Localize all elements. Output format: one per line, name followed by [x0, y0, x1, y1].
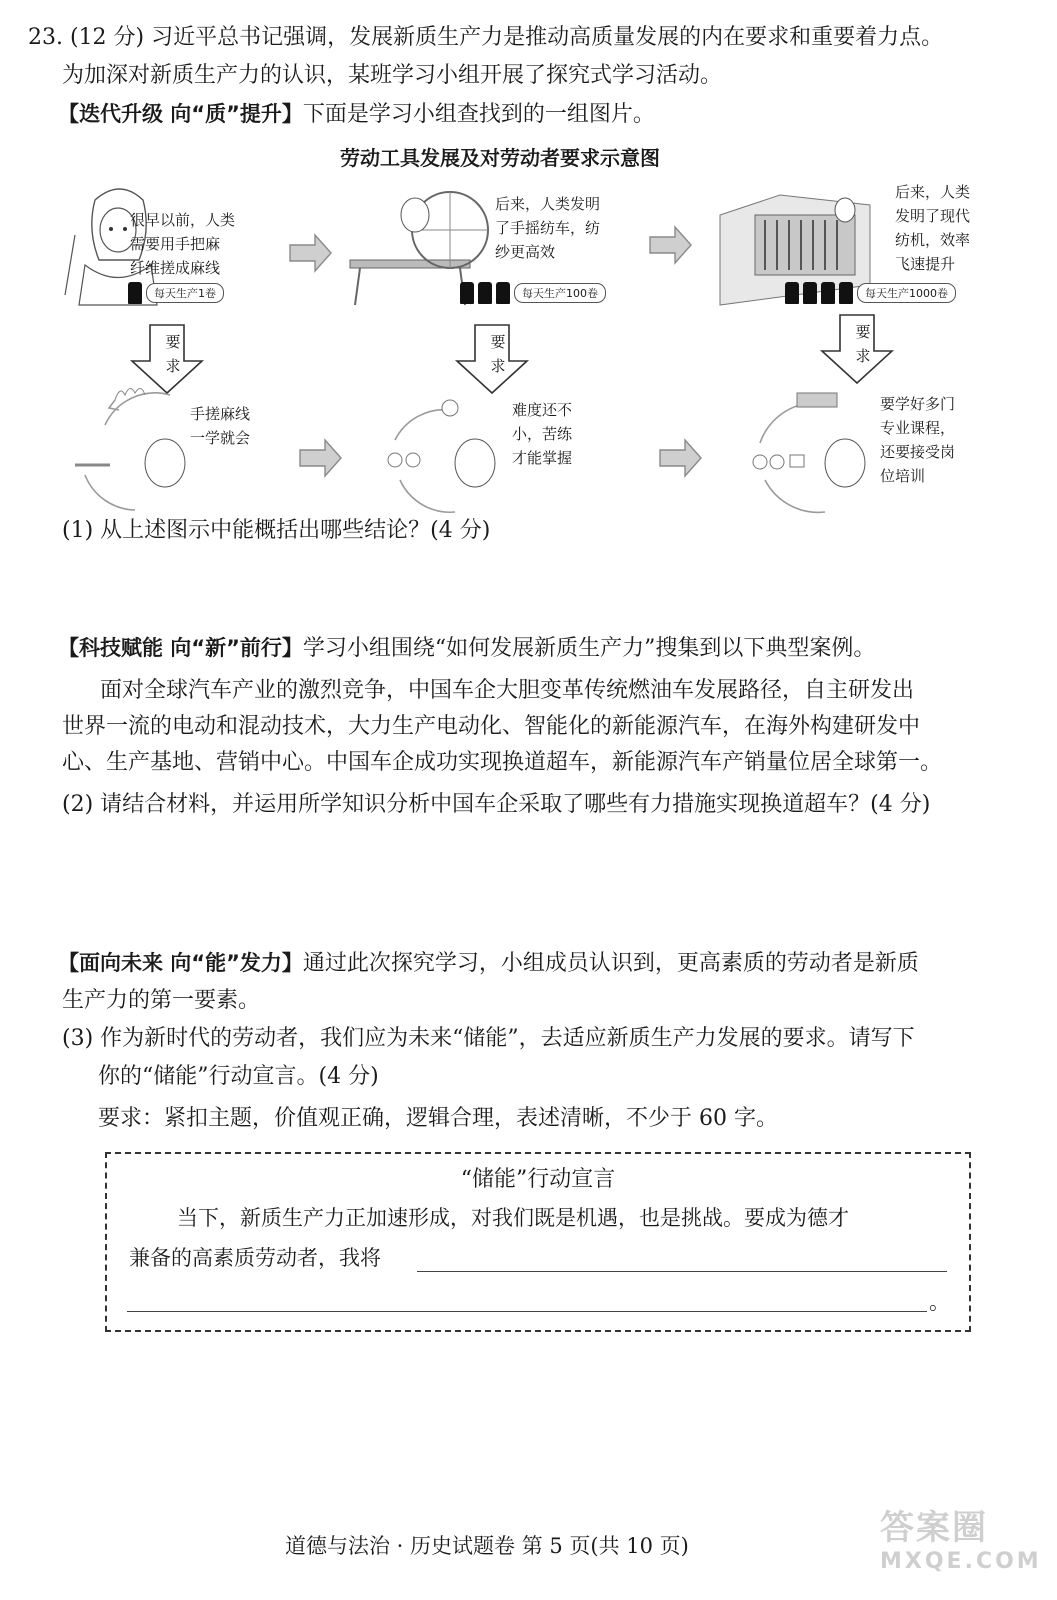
- question-1: (1) 从上述图示中能概括出哪些结论？(4 分): [62, 518, 491, 543]
- section-2: [58, 632, 875, 665]
- demand-1: [190, 402, 250, 450]
- page-footer: 道德与法治 · 历史试题卷 第 5 页(共 10 页): [285, 1534, 689, 1558]
- question-3-line-2: 你的“储能”行动宣言。(4 分): [98, 1064, 379, 1089]
- cycle-diagram-2: [388, 400, 495, 512]
- arrow-char: 要: [855, 323, 871, 341]
- yarn-spool-icon: [821, 282, 835, 304]
- demand-2: [512, 398, 572, 470]
- demand-line: 还要接受岗: [880, 443, 956, 461]
- stage-3-caption: [895, 180, 970, 276]
- caption-line: 纤维搓成麻线: [130, 259, 221, 277]
- section-2-tag: 【科技赋能 向“新”前行】: [58, 636, 303, 660]
- watermark: [880, 1500, 1050, 1595]
- answer-blank-1[interactable]: [417, 1270, 947, 1272]
- caption-line: 飞速提升: [895, 255, 956, 273]
- demand-line: 小，苦练: [512, 425, 573, 443]
- section-1-text: 下面是学习小组查找到的一组图片。: [302, 102, 655, 127]
- demand-line: 一学就会: [190, 429, 251, 447]
- stage-2-caption: [495, 192, 600, 264]
- requirement-text: 要求：紧扣主题，价值观正确，逻辑合理，表述清晰，不少于 60 字。: [98, 1106, 778, 1131]
- answer-box-title: “储能”行动宣言: [460, 1167, 616, 1192]
- section-2-text: 学习小组围绕“如何发展新质生产力”搜集到以下典型案例。: [302, 636, 876, 661]
- caption-line: 后来，人类发明: [495, 195, 601, 213]
- demand-line: 专业课程，: [880, 419, 956, 437]
- caption-line: 纱更高效: [495, 243, 556, 261]
- stage-1-caption: [130, 208, 235, 280]
- stage-2-output: [460, 282, 606, 304]
- arrow-char: 求: [490, 357, 506, 375]
- demand-line: 位培训: [880, 467, 926, 485]
- yarn-spool-icon: [460, 282, 474, 304]
- arrow-char: 求: [165, 357, 181, 375]
- yarn-spool-icon: [803, 282, 817, 304]
- question-3: (3) 作为新时代的劳动者，我们应为未来“储能”，去适应新质生产力发展的要求。请写下: [62, 1026, 915, 1051]
- right-arrow-icon: [660, 440, 701, 476]
- requirement-arrow-label-2: [485, 330, 511, 378]
- caption-line: 很早以前，人类: [130, 211, 236, 229]
- answer-blank-2[interactable]: [127, 1310, 927, 1312]
- requirement-arrow-label-3: [850, 320, 876, 368]
- answer-box-line-2: 兼备的高素质劳动者，我将: [129, 1246, 381, 1270]
- answer-box: [105, 1152, 971, 1332]
- yarn-spool-icon: [478, 282, 492, 304]
- question-2: (2) 请结合材料，并运用所学知识分析中国车企采取了哪些有力措施实现换道超车？(4 分): [62, 792, 931, 817]
- section-3-text: 通过此次探究学习，小组成员认识到，更高素质的劳动者是新质: [302, 951, 919, 976]
- right-arrow-icon: [300, 440, 341, 476]
- output-badge: 每天生产100卷: [514, 283, 606, 303]
- requirement-arrow-label-1: [160, 330, 186, 378]
- demand-line: 要学好多门: [880, 395, 956, 413]
- caption-line: 发明了现代: [895, 207, 971, 225]
- answer-box-period: 。: [929, 1290, 950, 1314]
- caption-line: 需要用手把麻: [130, 235, 221, 253]
- question-23-intro: 23. (12 分) 习近平总书记强调，发展新质生产力是推动高质量发展的内在要求和重要着力点。: [28, 25, 944, 50]
- stage-3-output: [785, 282, 956, 304]
- case-line-2: 世界一流的电动和混动技术，大力生产电动化、智能化的新能源汽车，在海外构建研发中: [62, 714, 921, 739]
- arrow-char: 要: [490, 333, 506, 351]
- demand-line: 才能掌握: [512, 449, 573, 467]
- yarn-spool-icon: [839, 282, 853, 304]
- watermark-url: MXQE.COM: [880, 1549, 1042, 1574]
- cycle-diagram-1: [75, 388, 185, 510]
- section-3-tag: 【面向未来 向“能”发力】: [58, 951, 303, 975]
- yarn-spool-icon: [128, 282, 142, 304]
- demand-line: 难度还不: [512, 401, 573, 419]
- demand-3: [880, 392, 955, 488]
- cycle-diagram-3: [753, 393, 865, 512]
- section-1-tag: 【迭代升级 向“质”提升】: [58, 102, 303, 126]
- arrow-char: 要: [165, 333, 181, 351]
- caption-line: 了手摇纺车，纺: [495, 219, 601, 237]
- case-line-3: 心、生产基地、营销中心。中国车企成功实现换道超车，新能源汽车产销量位居全球第一。: [62, 750, 943, 775]
- yarn-spool-icon: [785, 282, 799, 304]
- yarn-spool-icon: [496, 282, 510, 304]
- output-badge: 每天生产1卷: [146, 283, 224, 303]
- question-23-intro-2: 为加深对新质生产力的认识，某班学习小组开展了探究式学习活动。: [62, 63, 723, 88]
- right-arrow-icon: [290, 235, 331, 271]
- watermark-logo: 答案圈: [880, 1508, 988, 1548]
- section-3: [58, 947, 919, 980]
- section-3-line-2: 生产力的第一要素。: [62, 988, 261, 1013]
- arrow-char: 求: [855, 347, 871, 365]
- caption-line: 纺机，效率: [895, 231, 971, 249]
- answer-box-line-1: 当下，新质生产力正加速形成，对我们既是机遇，也是挑战。要成为德才: [177, 1206, 849, 1230]
- stage-1-output: [128, 282, 224, 304]
- section-1: [58, 98, 655, 131]
- caption-line: 后来，人类: [895, 183, 971, 201]
- demand-line: 手搓麻线: [190, 405, 251, 423]
- case-line-1: 面对全球汽车产业的激烈竞争，中国车企大胆变革传统燃油车发展路径，自主研发出: [100, 678, 915, 703]
- right-arrow-icon: [650, 227, 691, 263]
- figure-title: 劳动工具发展及对劳动者要求示意图: [340, 146, 660, 170]
- output-badge: 每天生产1000卷: [857, 283, 956, 303]
